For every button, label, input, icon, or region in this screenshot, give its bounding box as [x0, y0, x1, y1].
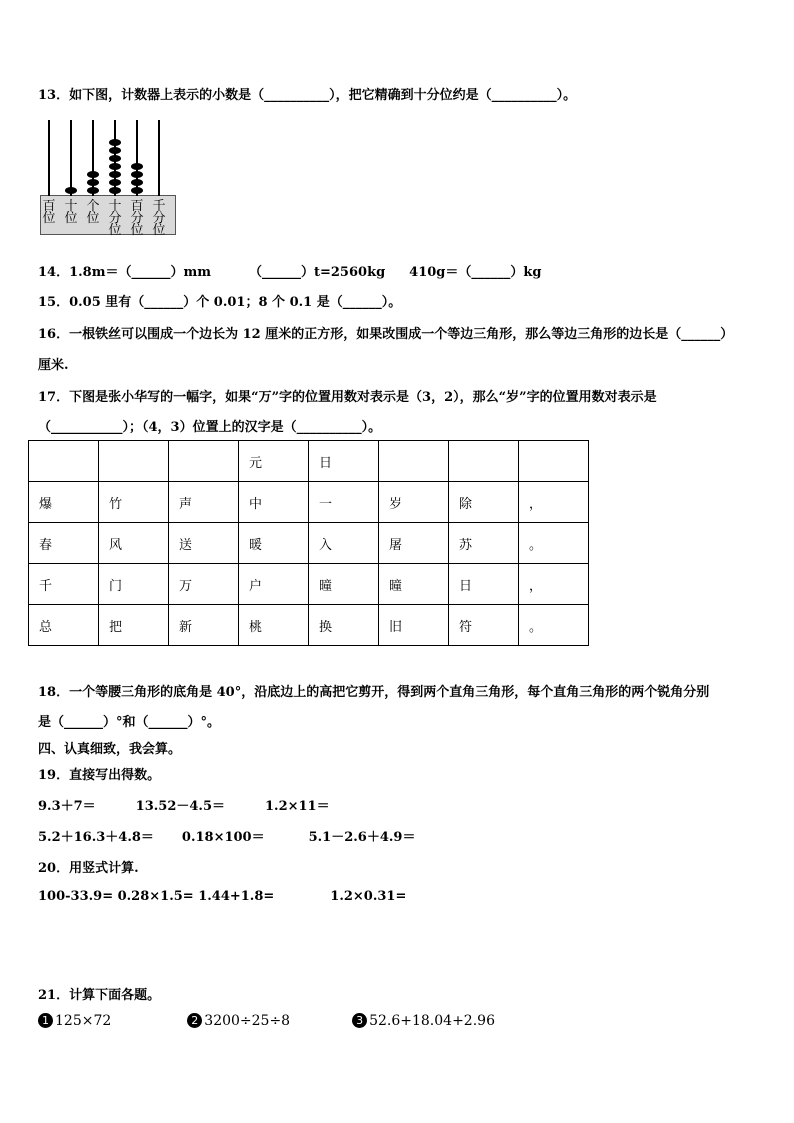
question-16-line-2: 厘米. [38, 358, 69, 373]
grid-cell: 声 [169, 482, 239, 523]
grid-row [29, 482, 589, 523]
abacus-rod [48, 120, 50, 196]
grid-cell: 换 [309, 605, 379, 646]
q20-expr: 1.2×0.31= [330, 889, 407, 904]
grid-cell [379, 441, 449, 482]
grid-cell: 风 [99, 523, 169, 564]
abacus-bead [109, 187, 121, 194]
abacus-bead [87, 187, 99, 194]
q13-blank-1: __________ [264, 88, 330, 103]
abacus-rod [70, 120, 72, 196]
abacus-label: 百位 [42, 199, 56, 226]
question-18-line-1: 18．一个等腰三角形的底角是 40°，沿底边上的高把它剪开，得到两个直角三角形，每个直角三角形的两个锐角分别 [38, 685, 710, 700]
abacus-bead [131, 179, 143, 186]
circled-number-icon: 3 [352, 1013, 367, 1028]
q14-part-1: 14．1.8m＝（______）mm [38, 265, 211, 280]
abacus-bead [109, 171, 121, 178]
grid-cell [519, 441, 589, 482]
abacus-label: 十分位 [108, 199, 122, 238]
question-20-title: 20．用竖式计算. [38, 861, 139, 876]
question-21-items [38, 1013, 495, 1029]
grid-cell: 春 [29, 523, 99, 564]
grid-cell: 旧 [379, 605, 449, 646]
grid-cell: 千 [29, 564, 99, 605]
abacus-bead [131, 171, 143, 178]
q21-item-3 [352, 1013, 495, 1029]
grid-cell: 除 [449, 482, 519, 523]
q20-exprs: 100-33.9= 0.28×1.5= 1.44+1.8= [38, 889, 275, 904]
grid-cell: 爆 [29, 482, 99, 523]
question-17-line-1: 17．下图是张小华写的一幅字，如果“万”字的位置用数对表示是（3，2），那么“岁”字的位置用数对表示是 [38, 390, 657, 405]
grid-cell [449, 441, 519, 482]
question-20-row [38, 889, 406, 904]
circled-number-icon: 1 [38, 1013, 53, 1028]
grid-cell: 暖 [239, 523, 309, 564]
question-16-line-1: 16．一根铁丝可以围成一个边长为 12 厘米的正方形，如果改围成一个等边三角形，那么等边三角形的边长是（______） [38, 327, 734, 342]
abacus-rod [158, 120, 160, 196]
grid-row [29, 605, 589, 646]
circled-number-icon: 2 [187, 1013, 202, 1028]
q21-item-1 [38, 1013, 111, 1029]
abacus-bead [87, 179, 99, 186]
abacus-bead [109, 147, 121, 154]
grid-cell: 送 [169, 523, 239, 564]
q13-blank-2: __________ [491, 88, 557, 103]
grid-cell [99, 441, 169, 482]
question-19-row-2 [38, 826, 415, 845]
q19-expr: 9.3＋7＝ [38, 799, 96, 814]
abacus-bead [131, 163, 143, 170]
q13-text-b: ），把它精确到十分位约是（ [329, 88, 492, 103]
grid-cell: 户 [239, 564, 309, 605]
abacus-bead [87, 171, 99, 178]
grid-cell: 日 [309, 441, 379, 482]
section-4-heading: 四、认真细致，我会算。 [38, 742, 182, 757]
grid-cell: 。 [519, 605, 589, 646]
grid-cell: 。 [519, 523, 589, 564]
grid-cell: 入 [309, 523, 379, 564]
abacus-bead [109, 139, 121, 146]
q14-part-3: 410g＝（______）kg [409, 265, 542, 280]
grid-row [29, 523, 589, 564]
grid-cell: 曈 [379, 564, 449, 605]
abacus-label: 个位 [86, 199, 100, 226]
abacus-bead [109, 163, 121, 170]
abacus-label: 百分位 [130, 199, 144, 238]
abacus-label: 千分位 [152, 199, 166, 238]
q21-expr: 3200÷25÷8 [204, 1013, 291, 1029]
grid-row [29, 564, 589, 605]
grid-cell: 符 [449, 605, 519, 646]
abacus-bead [109, 155, 121, 162]
grid-row [29, 441, 589, 482]
grid-cell: 屠 [379, 523, 449, 564]
grid-cell: ， [519, 564, 589, 605]
q19-expr: 13.52－4.5＝ [135, 799, 225, 814]
q19-expr: 5.1－2.6＋4.9＝ [308, 830, 416, 845]
question-19-row-1 [38, 795, 330, 814]
question-19-title: 19．直接写出得数。 [38, 768, 161, 783]
question-21-title: 21．计算下面各题。 [38, 988, 161, 1003]
abacus-figure [38, 115, 180, 245]
q21-expr: 125×72 [55, 1013, 112, 1029]
q21-item-2 [187, 1013, 290, 1029]
grid-cell: 桃 [239, 605, 309, 646]
q14-part-2: （______）t=2560kg [248, 265, 386, 280]
grid-cell: 新 [169, 605, 239, 646]
abacus-label: 十位 [64, 199, 78, 226]
grid-cell: 曈 [309, 564, 379, 605]
question-15: 15．0.05 里有（______）个 0.01；8 个 0.1 是（______）。 [38, 295, 402, 310]
grid-cell: 一 [309, 482, 379, 523]
question-13 [38, 84, 576, 103]
question-17-line-2: （___________）；（4，3）位置上的汉字是（__________）。 [38, 420, 382, 435]
grid-cell: 日 [449, 564, 519, 605]
q13-text-a: 13．如下图，计数器上表示的小数是（ [38, 88, 265, 103]
q19-expr: 0.18×100＝ [181, 830, 265, 845]
grid-cell: 竹 [99, 482, 169, 523]
q21-expr: 52.6+18.04+2.96 [369, 1013, 495, 1029]
grid-cell: ， [519, 482, 589, 523]
grid-cell: 中 [239, 482, 309, 523]
grid-cell: 万 [169, 564, 239, 605]
grid-cell: 元 [239, 441, 309, 482]
question-18-line-2: 是（______）°和（______）°。 [38, 715, 221, 730]
abacus-bead [65, 187, 77, 194]
q13-text-c: ）。 [556, 88, 577, 103]
grid-cell: 岁 [379, 482, 449, 523]
q19-expr: 1.2×11＝ [265, 799, 330, 814]
q19-expr: 5.2＋16.3＋4.8＝ [38, 830, 154, 845]
grid-cell: 苏 [449, 523, 519, 564]
grid-cell [29, 441, 99, 482]
grid-cell: 门 [99, 564, 169, 605]
grid-cell: 总 [29, 605, 99, 646]
grid-cell [169, 441, 239, 482]
abacus-bead [131, 187, 143, 194]
question-14 [38, 261, 542, 280]
grid-cell: 把 [99, 605, 169, 646]
poem-grid [28, 440, 589, 646]
abacus-bead [109, 179, 121, 186]
